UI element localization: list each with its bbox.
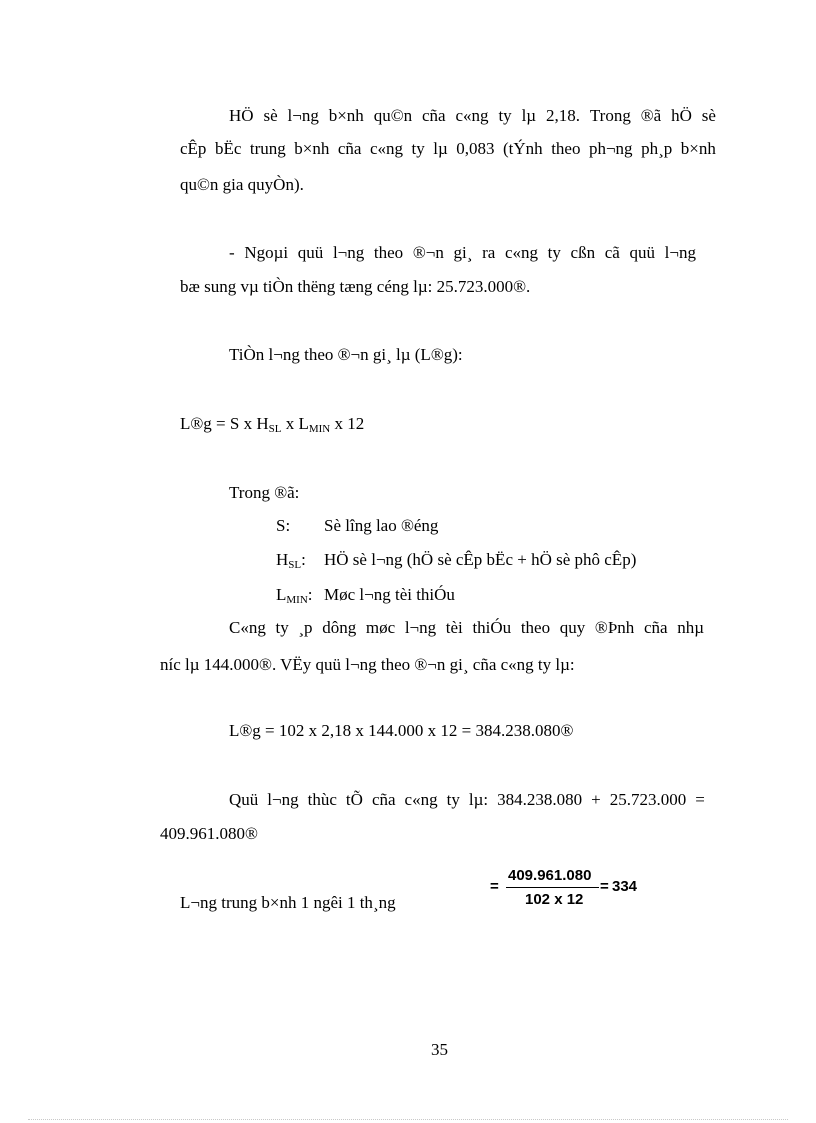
word: theo <box>373 243 404 262</box>
word: qu©n <box>373 106 413 125</box>
word: l¬ng <box>287 106 319 125</box>
h-subscript: SL <box>288 559 302 571</box>
word: c«ng <box>369 139 403 158</box>
formula-mid: x L <box>281 414 309 433</box>
word: thiÓu <box>472 618 512 637</box>
salary-heading: TiÒn l¬ng theo ®¬n gi¸ lµ (L®g): <box>229 345 463 364</box>
formula-end: x 12 <box>330 414 365 433</box>
word: ®ã <box>640 106 662 125</box>
word: l¬ng <box>664 243 696 262</box>
page-number: 35 <box>431 1040 448 1059</box>
word: quü <box>629 243 655 262</box>
fraction-result: 334 <box>612 878 638 895</box>
word: = <box>695 790 705 809</box>
word: sè <box>701 106 716 125</box>
word: ty <box>411 139 425 158</box>
word: + <box>591 790 601 809</box>
word: b×nh <box>294 139 330 158</box>
paragraph1-line2 <box>180 139 716 159</box>
word: Ngoµi <box>244 243 289 262</box>
word: theo <box>551 139 581 158</box>
paragraph3-line2: níc lµ 144.000®. VËy quü l¬ng theo ®¬n gi¸ cña c«ng ty lµ: <box>160 655 575 674</box>
paragraph2-line1 <box>229 243 696 263</box>
word: l¬ng <box>267 790 299 809</box>
word: l¬ng <box>404 618 437 637</box>
word: dông <box>322 618 357 637</box>
definition-h-text: HÖ sè l¬ng (hÖ sè cÊp bËc + hÖ sè phô cÊp) <box>324 550 637 569</box>
formula-lhs: L®g = S x H <box>180 414 269 433</box>
formula-hsl-subscript: SL <box>268 423 282 435</box>
word: cßn <box>570 243 596 262</box>
word: c«ng <box>455 106 489 125</box>
word: tÕ <box>345 790 363 809</box>
word: ph¸p <box>641 139 673 158</box>
word: c«ng <box>504 243 538 262</box>
h-symbol: H <box>276 550 289 569</box>
word: ty <box>498 106 512 125</box>
word: quü <box>297 243 324 262</box>
word: cÊp <box>180 139 207 158</box>
word: theo <box>520 618 551 637</box>
word: 2,18. <box>545 106 580 125</box>
word: tèi <box>445 618 463 637</box>
word: ty <box>547 243 561 262</box>
definition-l-text: Møc l¬ng tèi thiÓu <box>324 585 455 604</box>
word: C«ng <box>229 618 266 637</box>
definition-l-symbol <box>276 585 313 610</box>
word: ty <box>446 790 460 809</box>
word: c«ng <box>404 790 438 809</box>
word: ®Þnh <box>594 618 635 637</box>
word: lµ: <box>468 790 489 809</box>
definition-h-symbol <box>276 550 306 575</box>
salary-formula <box>180 414 364 439</box>
paragraph2-line2: bæ sung vµ tiÒn thëng tæng céng lµ: 25.723.000®. <box>180 277 531 296</box>
word: cã <box>604 243 620 262</box>
word: 0,083 <box>456 139 495 158</box>
word: bËc <box>214 139 242 158</box>
l-colon: : <box>307 585 313 604</box>
average-salary-label: L¬ng trung b×nh 1 ngêi 1 th¸ng <box>180 893 396 912</box>
word: cña <box>337 139 362 158</box>
fraction-equals-right: = <box>600 878 609 895</box>
h-colon: : <box>301 550 306 569</box>
word: gi¸ <box>453 243 473 262</box>
word: lµ <box>521 106 537 125</box>
word: HÖ <box>229 106 254 125</box>
word: Trong <box>589 106 631 125</box>
word: l¬ng <box>332 243 365 262</box>
paragraph4-line1 <box>229 790 705 810</box>
word: b×nh <box>328 106 364 125</box>
word: cña <box>643 618 668 637</box>
formula-lmin-subscript: MIN <box>308 423 331 435</box>
word: 384.238.080 <box>497 790 583 809</box>
where-label: Trong ®ã: <box>229 483 300 502</box>
word: møc <box>365 618 396 637</box>
word: cña <box>422 106 446 125</box>
word: hÖ <box>671 106 692 125</box>
l-subscript: MIN <box>286 594 308 606</box>
word: cña <box>371 790 396 809</box>
l-symbol: L <box>276 585 287 604</box>
salary-calculation: L®g = 102 x 2,18 x 144.000 x 12 = 384.238.080® <box>229 721 574 740</box>
fraction-numerator: 409.961.080 <box>508 867 592 884</box>
word: (tÝnh <box>503 139 543 158</box>
word: ty <box>275 618 289 637</box>
word: ph¬ng <box>588 139 633 158</box>
paragraph1-line3: qu©n gia quyÒn). <box>180 175 304 194</box>
word: lµ <box>433 139 448 158</box>
fraction-equals-left: = <box>490 878 499 895</box>
word: thùc <box>307 790 337 809</box>
word: - <box>229 243 235 262</box>
word: ®¬n <box>412 243 444 262</box>
paragraph1-line1 <box>229 106 716 126</box>
definition-s-symbol: S: <box>276 516 291 535</box>
word: Quü <box>229 790 259 809</box>
paragraph4-line2: 409.961.080® <box>160 824 258 843</box>
word: ¸p <box>298 618 313 637</box>
paragraph3-line1 <box>229 618 704 638</box>
definition-s-text: Sè lîng lao ®éng <box>324 516 439 535</box>
page-bottom-rule <box>28 1119 788 1120</box>
fraction-bar <box>506 887 599 888</box>
fraction-denominator: 102 x 12 <box>525 891 584 908</box>
word: 25.723.000 <box>609 790 687 809</box>
word: b×nh <box>680 139 716 158</box>
word: ra <box>482 243 496 262</box>
word: sè <box>263 106 278 125</box>
word: trung <box>249 139 286 158</box>
average-fraction <box>490 864 640 914</box>
word: nhµ <box>677 618 704 637</box>
word: quy <box>559 618 586 637</box>
